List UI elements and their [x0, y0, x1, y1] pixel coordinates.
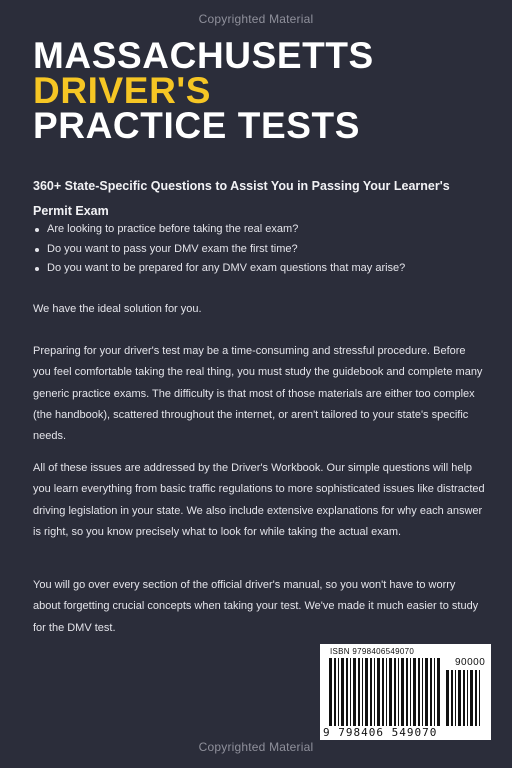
bullet-item — [33, 240, 493, 260]
ean-barcode — [329, 658, 441, 728]
barcode-bar — [406, 658, 408, 726]
barcode-bar — [389, 658, 392, 726]
book-title — [33, 35, 374, 146]
bullet-dot-icon — [35, 228, 39, 232]
barcode-bar — [463, 670, 465, 726]
bullet-dot-icon — [35, 267, 39, 271]
body-paragraph-2: Preparing for your driver's test may be a time-consuming and stressful procedure. Before you feel comfortable taking the real thing, you must study the guidebook and complete many generic practice exams. The difficulty is that most of those materials are either too complex (the handbook), scattered throughout the internet, or aren't tailored to your state's specific needs. — [33, 345, 483, 443]
bullet-text: Do you want to be prepared for any DMV exam questions that may arise? — [47, 262, 406, 274]
title-line-2: DRIVER'S — [33, 70, 212, 111]
barcode-digits: 9 798406 549070 — [323, 726, 438, 739]
barcode-bar — [410, 658, 411, 726]
barcode-bar — [394, 658, 396, 726]
barcode-bar — [475, 670, 477, 726]
bullet-dot-icon — [35, 248, 39, 252]
barcode-bar — [365, 658, 368, 726]
barcode-bar — [422, 658, 423, 726]
barcode-bar — [413, 658, 416, 726]
barcode-bar — [377, 658, 380, 726]
copyright-watermark-bottom: Copyrighted Material — [198, 740, 314, 754]
title-line-3: PRACTICE TESTS — [33, 105, 361, 146]
barcode-bar — [434, 658, 435, 726]
bullet-text: Do you want to pass your DMV exam the first time? — [47, 242, 298, 255]
barcode-bar — [398, 658, 399, 726]
body-paragraph-3: All of these issues are addressed by the Driver's Workbook. Our simple questions will help you learn everything from basic traffic regulations to more sophisticated issues like distracted driving legislation in your state. We also include extensive explanations for why each answer is right, so you know precisely what to look for while taking the actual exam. — [33, 462, 485, 538]
bullet-item — [33, 259, 493, 279]
title-line-1: MASSACHUSETTS — [33, 35, 374, 76]
isbn-barcode-block — [320, 644, 491, 740]
barcode-bar — [458, 670, 461, 726]
barcode-bar — [362, 658, 363, 726]
barcode-bar — [382, 658, 384, 726]
bullet-item — [33, 220, 493, 240]
isbn-label: ISBN 9798406549070 — [330, 647, 415, 656]
bullet-text: Are looking to practice before taking the real exam? — [47, 223, 299, 235]
barcode-bar — [329, 658, 332, 726]
barcode-bar — [350, 658, 351, 726]
barcode-bar — [374, 658, 375, 726]
barcode-bar — [446, 670, 449, 726]
barcode-bar — [470, 670, 473, 726]
barcode-bar — [437, 658, 440, 726]
barcode-bar — [401, 658, 404, 726]
price-code: 90000 — [455, 657, 486, 668]
book-subtitle: 360+ State-Specific Questions to Assist You in Passing Your Learner's Permit Exam — [33, 179, 450, 218]
barcode-bar — [455, 670, 456, 726]
barcode-bar — [341, 658, 344, 726]
barcode-bar — [418, 658, 420, 726]
addon-barcode — [446, 670, 484, 728]
body-paragraph-4: You will go over every section of the official driver's manual, so you won't have to worry about forgetting crucial concepts when taking your test. We've made it much easier to study for the DMV test. — [33, 579, 479, 634]
body-paragraph-1: We have the ideal solution for you. — [33, 303, 202, 315]
barcode-bar — [370, 658, 372, 726]
barcode-bar — [346, 658, 348, 726]
barcode-bar — [430, 658, 432, 726]
barcode-bar — [353, 658, 356, 726]
barcode-bar — [386, 658, 387, 726]
barcode-bar — [467, 670, 468, 726]
barcode-bar — [479, 670, 480, 726]
barcode-bar — [358, 658, 360, 726]
barcode-bar — [338, 658, 339, 726]
question-bullet-list — [33, 220, 493, 279]
barcode-bar — [425, 658, 428, 726]
copyright-watermark-top: Copyrighted Material — [198, 12, 314, 26]
barcode-bar — [451, 670, 453, 726]
barcode-bar — [334, 658, 336, 726]
